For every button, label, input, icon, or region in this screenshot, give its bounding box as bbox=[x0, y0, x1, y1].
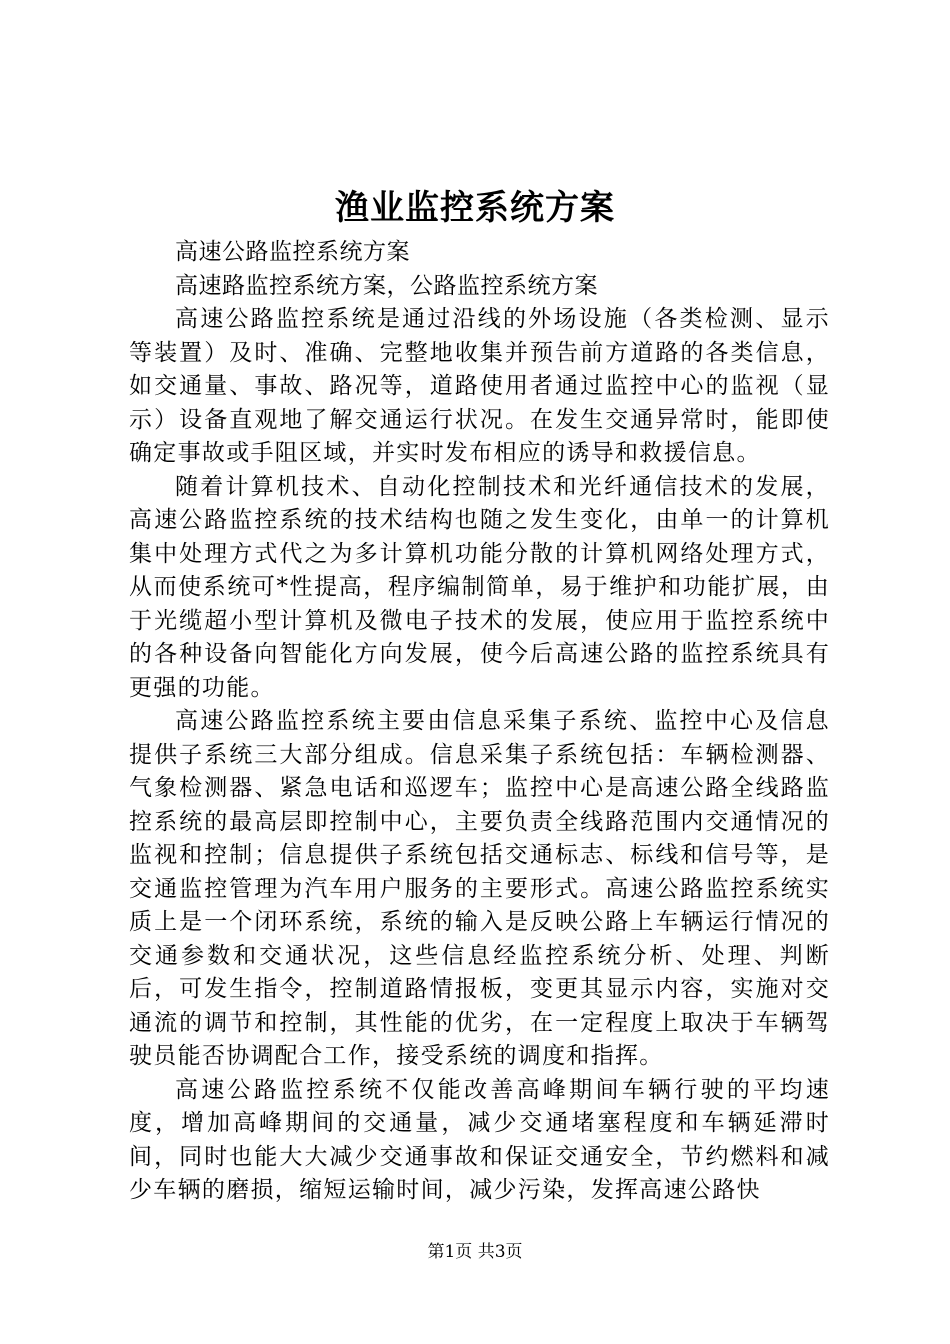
subtitle-line-1: 高速公路监控系统方案 bbox=[175, 239, 410, 265]
subtitle-line-2: 高速路监控系统方案，公路监控系统方案 bbox=[175, 272, 598, 299]
body-paragraph-3: 高速公路监控系统主要由信息采集子系统、监控中心及信息提供子系统三大部分组成。信息采集子系统包括：车辆检测器、气象检测器、紧急电话和巡逻车；监控中心是高速公路全线路监控系统的最高层即控制中心，主要负责全线路范围内交通情况的监视和控制；信息提供子系统包括交通标志、标线和信号等，是交通监控管理为汽车用户服务的主要形式。高速公路监控系统实质上是一个闭环系统，系统的输入是反映公路上车辆运行情况的交通参数和交通状况，这些信息经监控系统分析、处理、判断后，可发生指令，控制道路情报板，变更其显示内容，实施对交通流的调节和控制，其性能的优劣，在一定程度上取决于车辆驾驶员能否协调配合工作，接受系统的调度和指挥。 bbox=[129, 708, 830, 1069]
page-number-footer: 第1页 共3页 bbox=[427, 1242, 523, 1262]
body-paragraph-2: 随着计算机技术、自动化控制技术和光纤通信技术的发展，高速公路监控系统的技术结构也随之发生变化，由单一的计算机集中处理方式代之为多计算机功能分散的计算机网络处理方式，从而使系统可*性提高，程序编制简单，易于维护和功能扩展，由于光缆超小型计算机及微电子技术的发展，使应用于监控系统中的各种设备向智能化方向发展，使今后高速公路的监控系统具有更强的功能。 bbox=[129, 473, 830, 701]
body-paragraph-1: 高速公路监控系统是通过沿线的外场设施（各类检测、显示等装置）及时、准确、完整地收集并预告前方道路的各类信息，如交通量、事故、路况等，道路使用者通过监控中心的监视（显示）设备直观地了解交通运行状况。在发生交通异常时，能即使确定事故或手阻区域，并实时发布相应的诱导和救援信息。 bbox=[129, 306, 830, 466]
document-title: 渔业监控系统方案 bbox=[335, 188, 615, 228]
document-body bbox=[129, 236, 830, 1208]
body-paragraph-4: 高速公路监控系统不仅能改善高峰期间车辆行驶的平均速度，增加高峰期间的交通量，减少交通堵塞程度和车辆延滞时间，同时也能大大减少交通事故和保证交通安全，节约燃料和减少车辆的磨损，缩短运输时间，减少污染，发挥高速公路快 bbox=[129, 1076, 830, 1203]
